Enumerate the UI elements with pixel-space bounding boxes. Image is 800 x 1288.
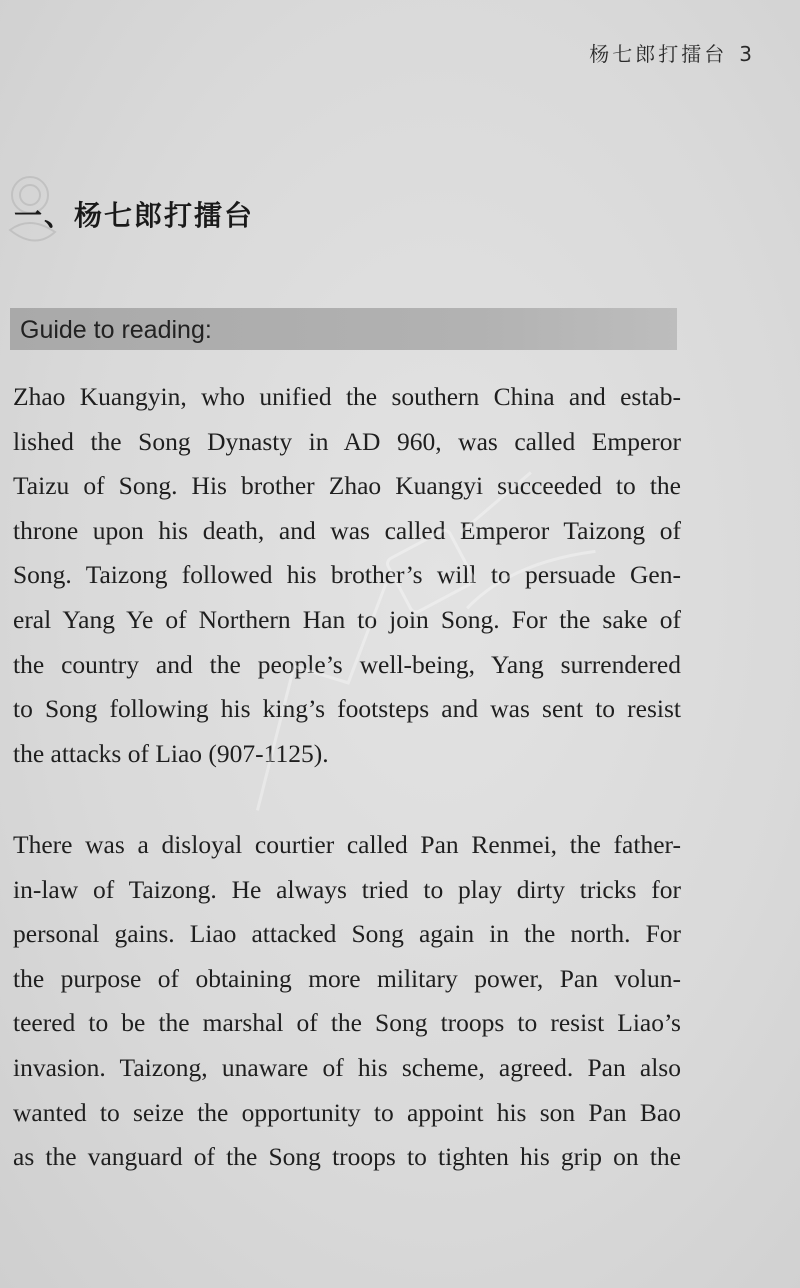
text-line: as the vanguard of the Song troops to tighten his grip on the — [13, 1142, 681, 1172]
page-number: 3 — [739, 42, 752, 66]
text-line: teered to be the marshal of the Song troops to resist Liao’s — [13, 1008, 681, 1038]
paragraph-2 — [13, 823, 681, 1180]
text-line: eral Yang Ye of Northern Han to join Song. For the sake of — [13, 604, 681, 634]
text-line: Taizu of Song. His brother Zhao Kuangyi succeeded to the — [13, 471, 681, 501]
running-head-title: 杨七郎打擂台 — [589, 42, 728, 66]
text-line: There was a disloyal courtier called Pan Renmei, the father- — [13, 830, 681, 859]
guide-to-reading-label: Guide to reading: — [20, 316, 212, 344]
text-line: in-law of Taizong. He always tried to play dirty tricks for — [13, 874, 681, 904]
text-line: lished the Song Dynasty in AD 960, was called Emperor — [13, 426, 681, 456]
paragraph-1 — [13, 375, 681, 776]
text-line: Zhao Kuangyin, who unified the southern China and estab- — [13, 382, 681, 411]
chapter-title: 一、杨七郎打擂台 — [14, 199, 255, 232]
guide-to-reading-banner — [10, 308, 677, 350]
text-line: the country and the people’s well-being, Yang surrendered — [13, 649, 681, 679]
text-line: personal gains. Liao attacked Song again in the north. For — [13, 919, 681, 949]
text-line: the purpose of obtaining more military power, Pan volun- — [13, 963, 681, 993]
text-line: wanted to seize the opportunity to appoint his son Pan Bao — [13, 1097, 681, 1127]
text-line: the attacks of Liao (907-1125). — [13, 738, 329, 768]
text-line: invasion. Taizong, unaware of his scheme, agreed. Pan also — [13, 1052, 681, 1082]
text-line: to Song following his king’s footsteps and was sent to resist — [13, 694, 681, 724]
text-line: throne upon his death, and was called Emperor Taizong of — [13, 515, 681, 545]
text-line: Song. Taizong followed his brother’s will to persuade Gen- — [13, 560, 681, 590]
running-head — [589, 38, 752, 67]
